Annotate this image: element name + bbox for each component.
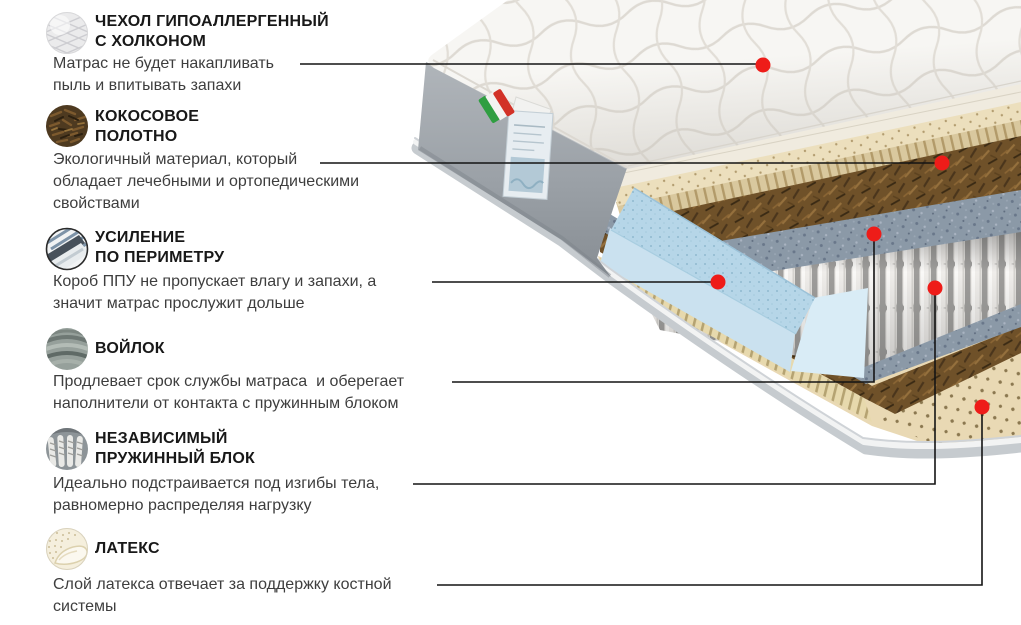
section-title-latex: ЛАТЕКС — [95, 540, 160, 557]
section-body-springs: Идеально подстраивается под изгибы тела, равномерно распределяя нагрузку — [53, 475, 380, 514]
dot-coconut — [935, 156, 950, 171]
section-title-springs: НЕЗАВИСИМЫЙ ПРУЖИННЫЙ БЛОК — [95, 430, 255, 467]
felt-icon — [45, 327, 89, 371]
dot-latex — [975, 400, 990, 415]
section-body-felt: Продлевает срок службы матраса и оберегает наполнители от контакта с пружинным блоком — [53, 373, 405, 412]
section-body-coconut: Экологичный материал, который обладает лечебными и ортопедическими свойствами — [53, 151, 360, 212]
section-title-perimeter: УСИЛЕНИЕ ПО ПЕРИМЕТРУ — [95, 229, 225, 266]
latex-icon — [45, 527, 89, 571]
dot-felt — [867, 227, 882, 242]
section-title-cover: ЧЕХОЛ ГИПОАЛЛЕРГЕННЫЙ С ХОЛКОНОМ — [95, 13, 329, 50]
dot-cover — [756, 58, 771, 73]
quilted-cover-icon — [45, 11, 89, 55]
dot-perimeter-foam — [711, 275, 726, 290]
section-title-felt: ВОЙЛОК — [95, 340, 165, 357]
section-title-coconut: КОКОСОВОЕ ПОЛОТНО — [95, 108, 200, 145]
section-body-perimeter: Короб ППУ не пропускает влагу и запахи, а значит матрас прослужит дольше — [53, 273, 377, 312]
coconut-fiber-icon — [45, 104, 89, 148]
section-body-latex: Слой латекса отвечает за поддержку костной системы — [53, 576, 392, 615]
section-body-cover: Матрас не будет накапливать пыль и впитывать запахи — [53, 55, 275, 94]
spring-block-icon — [45, 427, 89, 471]
perimeter-foam-icon — [45, 227, 89, 271]
dot-springs — [928, 281, 943, 296]
